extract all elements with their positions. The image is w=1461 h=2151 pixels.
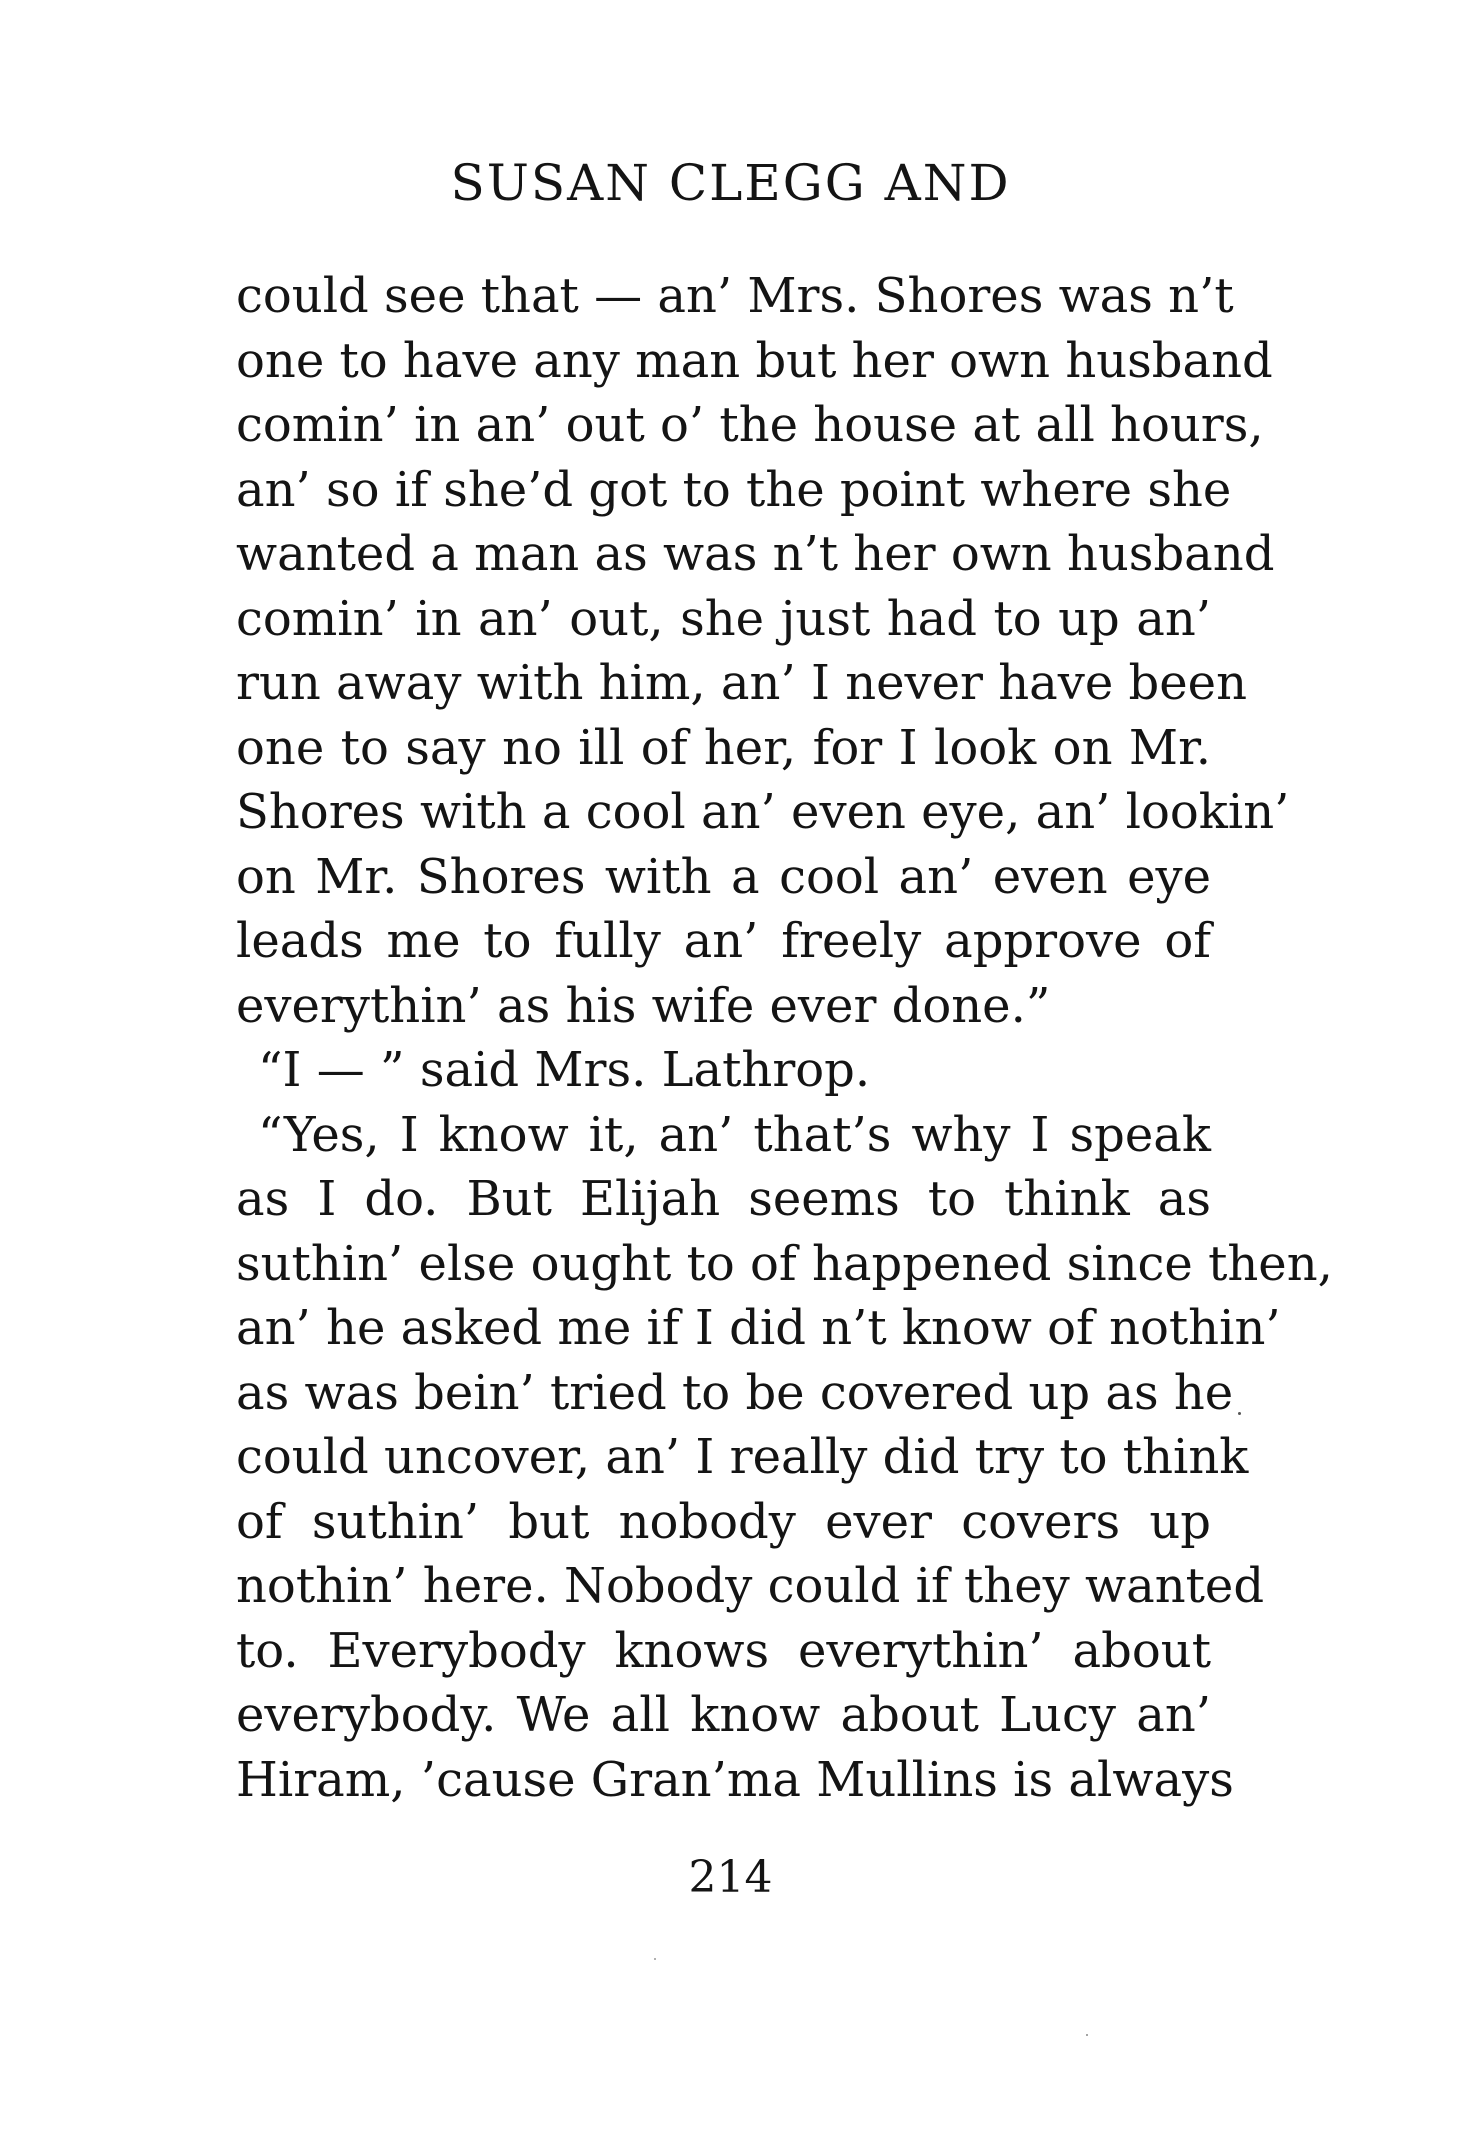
text-line: to. Everybody knows everythin’ about — [236, 1622, 1211, 1679]
text-line: comin’ in an’ out, she just had to up an’ — [236, 590, 1211, 647]
text-line: as was bein’ tried to be covered up as he — [236, 1364, 1234, 1421]
text-line: could uncover, an’ I really did try to think — [236, 1429, 1249, 1485]
text-line: run away with him, an’ I never have been — [236, 655, 1247, 711]
text-line: one to say no ill of her, for I look on Mr. — [236, 719, 1211, 776]
text-line: leads me to fully an’ freely approve of — [236, 913, 1211, 969]
text-line: “Yes, I know it, an’ that’s why I speak — [258, 1106, 1211, 1163]
text-line: of suthin’ but nobody ever covers up — [236, 1493, 1211, 1550]
running-head: SUSAN CLEGG AND — [450, 154, 1011, 212]
text-line: suthin’ else ought to of happened since then, — [236, 1235, 1333, 1292]
text-line: one to have any man but her own husband — [236, 332, 1273, 389]
text-line: on Mr. Shores with a cool an’ even eye — [236, 848, 1211, 905]
text-line: an’ so if she’d got to the point where she — [236, 461, 1232, 518]
body-text — [236, 264, 1333, 1812]
text-line: everythin’ as his wife ever done.” — [236, 977, 1051, 1034]
text-line: wanted a man as was n’t her own husband — [236, 526, 1275, 582]
text-line: “I — ” said Mrs. Lathrop. — [258, 1042, 871, 1098]
text-line: could see that — an’ Mrs. Shores was n’t — [236, 268, 1234, 324]
text-line: everybody. We all know about Lucy an’ — [236, 1687, 1211, 1743]
page-number: 214 — [688, 1852, 773, 1903]
print-speck — [1086, 2034, 1088, 2036]
text-line: comin’ in an’ out o’ the house at all hours, — [236, 397, 1264, 453]
text-line: Hiram, ’cause Gran’ma Mullins is always — [236, 1751, 1234, 1808]
print-speck — [654, 1958, 656, 1960]
text-line: as I do. But Elijah seems to think as — [236, 1171, 1211, 1227]
text-line: an’ he asked me if I did n’t know of nothin’ — [236, 1300, 1281, 1356]
text-line: nothin’ here. Nobody could if they wanted — [236, 1558, 1265, 1614]
print-speck — [1238, 1412, 1241, 1415]
text-line: Shores with a cool an’ even eye, an’ lookin’ — [236, 784, 1290, 840]
